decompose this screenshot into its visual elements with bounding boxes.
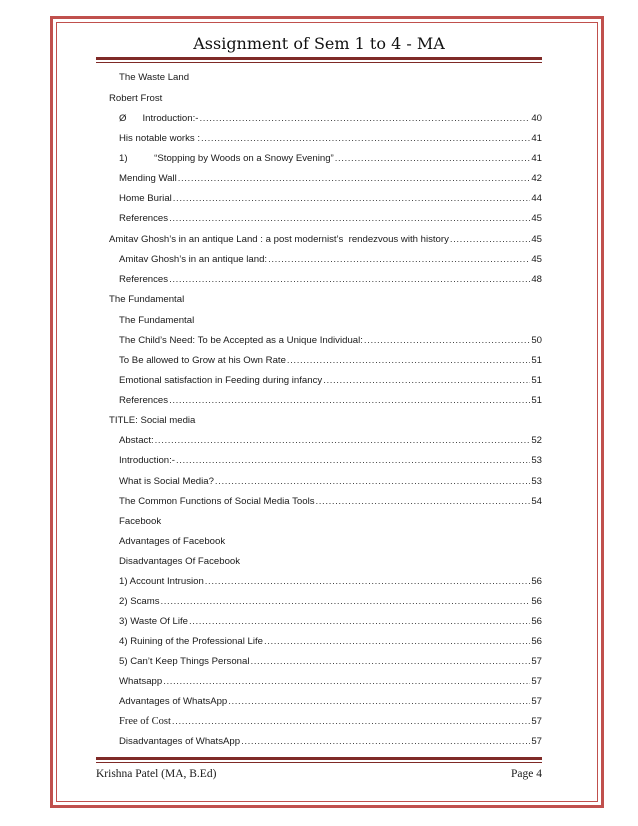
toc-entry-text: The Waste Land: [119, 72, 190, 83]
toc-leader: [250, 656, 530, 668]
toc-entry[interactable]: [119, 335, 542, 347]
toc-entry-text: References: [119, 213, 169, 224]
toc-page-number: 52: [531, 435, 542, 446]
toc-leader: [163, 676, 530, 688]
toc-entry-text: Whatsapp: [119, 676, 163, 687]
toc-leader: [178, 173, 531, 185]
toc-entry[interactable]: [119, 716, 542, 728]
toc-entry-text: Robert Frost: [109, 93, 163, 104]
toc-entry[interactable]: [119, 274, 542, 286]
toc-entry[interactable]: [109, 93, 542, 105]
toc-page-number: 50: [531, 335, 542, 346]
toc-entry-text: 2) Scams: [119, 596, 160, 607]
toc-page-number: 56: [531, 576, 542, 587]
toc-entry[interactable]: [119, 516, 542, 528]
header-rule-thin: [96, 62, 542, 63]
toc-page-number: 57: [531, 656, 542, 667]
toc-leader: [364, 335, 530, 347]
toc-leader: [335, 153, 531, 165]
toc-leader: [450, 234, 530, 246]
toc-entry-text: The Fundamental: [109, 294, 185, 305]
toc-entry-text: Mending Wall: [119, 173, 177, 184]
toc-leader: [199, 113, 530, 125]
toc-entry[interactable]: [119, 173, 542, 185]
toc-leader: [268, 254, 530, 266]
toc-entry[interactable]: [109, 294, 542, 306]
toc-entry[interactable]: [119, 656, 542, 668]
toc-entry-text: 5) Can’t Keep Things Personal: [119, 656, 250, 667]
toc-page-number: 57: [531, 696, 542, 707]
toc-leader: [241, 736, 530, 748]
toc-leader: [287, 355, 530, 367]
toc-entry[interactable]: [119, 636, 542, 648]
toc-leader: [316, 496, 531, 508]
toc-entry-text: Ø Introduction:-: [119, 113, 199, 124]
toc-page-number: 54: [531, 496, 542, 507]
toc-entry-text: Emotional satisfaction in Feeding during infancy: [119, 375, 323, 386]
toc-leader: [264, 636, 530, 648]
toc-leader: [169, 395, 530, 407]
toc-leader: [323, 375, 530, 387]
toc-entry[interactable]: [109, 234, 542, 246]
toc-page-number: 56: [531, 636, 542, 647]
toc-entry-text: Amitav Ghosh’s in an antique land:: [119, 254, 268, 265]
toc-entry[interactable]: [109, 415, 542, 427]
toc-entry[interactable]: [119, 596, 542, 608]
toc-leader: [201, 133, 530, 145]
toc-entry-text: Disadvantages Of Facebook: [119, 556, 241, 567]
toc-leader: [215, 476, 530, 488]
toc-entry[interactable]: [119, 355, 542, 367]
toc-entry-text: TITLE: Social media: [109, 415, 196, 426]
toc-entry[interactable]: [119, 213, 542, 225]
toc-entry[interactable]: [119, 736, 542, 748]
toc-page-number: 57: [531, 676, 542, 687]
toc-entry[interactable]: [119, 696, 542, 708]
toc-entry[interactable]: [119, 254, 542, 266]
toc-page-number: 45: [531, 234, 542, 245]
toc-page-number: 57: [531, 736, 542, 747]
toc-entry-text: Disadvantages of WhatsApp: [119, 736, 241, 747]
toc-page-number: 41: [531, 153, 542, 164]
footer-page-number: Page 4: [511, 768, 542, 780]
toc-entry-text: The Fundamental: [119, 315, 195, 326]
footer-author: Krishna Patel (MA, B.Ed): [96, 768, 217, 780]
page-header-title: Assignment of Sem 1 to 4 - MA: [193, 34, 445, 53]
toc-entry-text: The Child’s Need: To be Accepted as a Unique Individual:: [119, 335, 363, 346]
toc-entry-text: Advantages of Facebook: [119, 536, 226, 547]
toc-page-number: 41: [531, 133, 542, 144]
toc-page-number: 40: [531, 113, 542, 124]
toc-page-number: 53: [531, 476, 542, 487]
toc-leader: [173, 193, 531, 205]
toc-page-number: 44: [531, 193, 542, 204]
toc-page-number: 53: [531, 455, 542, 466]
toc-entry[interactable]: [119, 616, 542, 628]
toc-entry-text: 3) Waste Of Life: [119, 616, 188, 627]
toc-entry[interactable]: [119, 113, 542, 125]
footer-rule-thin: [96, 762, 542, 763]
toc-entry[interactable]: [119, 395, 542, 407]
toc-entry-text: What is Social Media?: [119, 476, 214, 487]
toc-entry-text: Advantages of WhatsApp: [119, 696, 228, 707]
header-rule-thick: [96, 57, 542, 60]
toc-leader: [155, 435, 531, 447]
toc-page-number: 56: [531, 616, 542, 627]
toc-leader: [205, 576, 531, 588]
toc-entry-text: References: [119, 395, 169, 406]
toc-page-number: 57: [531, 716, 542, 727]
toc-entry[interactable]: [119, 193, 542, 205]
toc-entry[interactable]: [119, 476, 542, 488]
toc-entry-text: Facebook: [119, 516, 162, 527]
toc-entry-text: The Common Functions of Social Media Tools: [119, 496, 315, 507]
toc-entry[interactable]: [119, 375, 542, 387]
toc-entry[interactable]: [119, 153, 542, 165]
toc-entry[interactable]: [119, 556, 542, 568]
toc-page-number: 42: [531, 173, 542, 184]
toc-entry-text: 4) Ruining of the Professional Life: [119, 636, 263, 647]
toc-page-number: 45: [531, 254, 542, 265]
toc-entry[interactable]: [119, 576, 542, 588]
toc-entry[interactable]: [119, 536, 542, 548]
toc-entry-text: Amitav Ghosh’s in an antique Land : a post modernist’s rendezvous with history: [109, 234, 449, 245]
toc-entry[interactable]: [119, 435, 542, 447]
footer-rule-thick: [96, 757, 542, 760]
toc-page-number: 56: [531, 596, 542, 607]
toc-leader: [189, 616, 530, 628]
toc-leader: [161, 596, 531, 608]
toc-entry-text: References: [119, 274, 169, 285]
toc-page-number: 51: [531, 355, 542, 366]
toc-entry-text: His notable works :: [119, 133, 201, 144]
toc-entry-text: 1) Account Intrusion: [119, 576, 204, 587]
toc-page-number: 45: [531, 213, 542, 224]
toc-entry[interactable]: [119, 496, 542, 508]
toc-entry[interactable]: [119, 133, 542, 145]
toc-page-number: 48: [531, 274, 542, 285]
toc-entry[interactable]: [119, 72, 542, 84]
toc-entry-text: Abstact:: [119, 435, 154, 446]
toc-leader: [176, 455, 530, 467]
toc-leader: [172, 716, 530, 728]
toc-entry[interactable]: [119, 455, 542, 467]
toc-entry-text: Home Burial: [119, 193, 172, 204]
toc-leader: [169, 274, 530, 286]
toc-leader: [169, 213, 530, 225]
toc-entry[interactable]: [119, 676, 542, 688]
toc-leader: [228, 696, 530, 708]
toc-page-number: 51: [531, 375, 542, 386]
toc-entry-text: 1) “Stopping by Woods on a Snowy Evening”: [119, 153, 334, 164]
toc-entry-text: To Be allowed to Grow at his Own Rate: [119, 355, 286, 366]
toc-entry-text: Introduction:-: [119, 455, 175, 466]
toc-page-number: 51: [531, 395, 542, 406]
toc-entry-text: Free of Cost: [119, 716, 171, 727]
toc-entry[interactable]: [119, 315, 542, 327]
